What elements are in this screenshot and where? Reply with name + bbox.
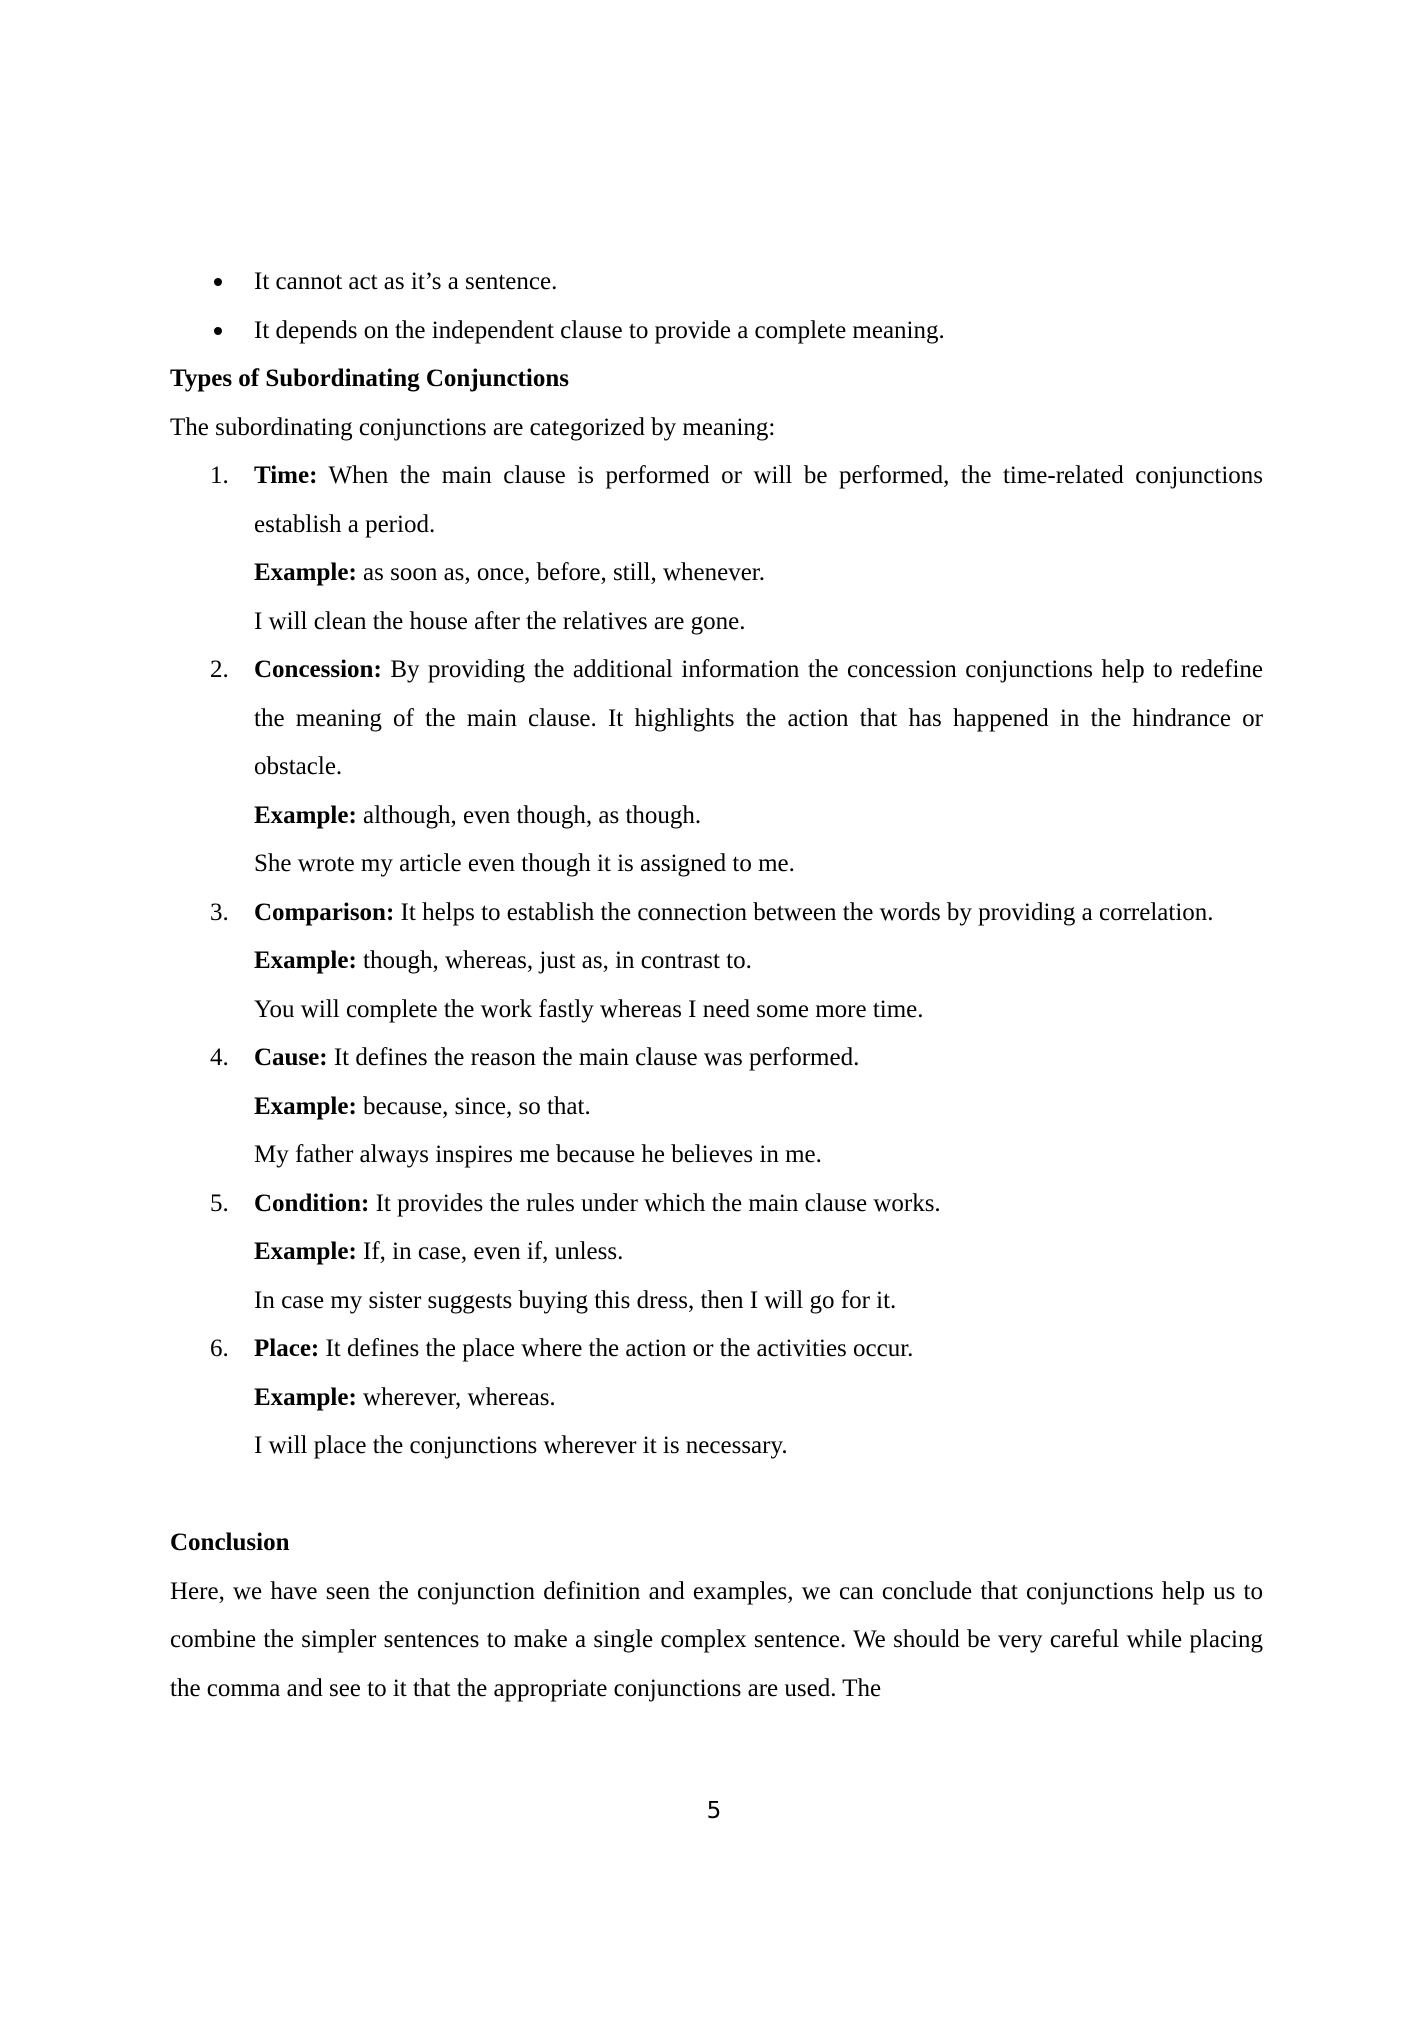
item-description [254, 1034, 1263, 1083]
example-label: Example: [254, 1238, 357, 1265]
section-heading-types: Types of Subordinating Conjunctions [170, 365, 569, 392]
item-term: Place: [254, 1335, 320, 1362]
item-text: It defines the reason the main clause was performed. [333, 1044, 860, 1071]
item-text: It defines the place where the action or the activities occur. [325, 1335, 914, 1362]
example-text: because, since, so that. [363, 1092, 591, 1120]
item-text: By providing the additional information the concession conjunctions help to redefine the meaning of the main clause. It highlights the action that has happened in the hindrance or obstacle. [254, 656, 1264, 780]
item-example [254, 937, 1263, 986]
list-marker: 6. [210, 1335, 229, 1362]
intro-paragraph: The subordinating conjunctions are categorized by meaning: [170, 413, 776, 441]
list-marker: 5. [210, 1189, 229, 1217]
conclusion-paragraph: Here, we have seen the conjunction definition and examples, we can conclude that conjunctions help us to combine the simpler sentences to make a single complex sentence. We should be very careful while placing the comma and see to it that the appropriate conjunctions are used. The [170, 1577, 1263, 1702]
example-text: as soon as, once, before, still, whenever. [363, 559, 765, 586]
example-sentence: You will complete the work fastly whereas I need some more time. [254, 995, 924, 1023]
bullet-list [170, 258, 1263, 355]
item-term: Cause: [254, 1044, 328, 1071]
bullet-text: It cannot act as it’s a sentence. [254, 268, 558, 295]
item-description [254, 1180, 1263, 1229]
page-number: 5 [706, 1798, 722, 1824]
page-content [170, 258, 1263, 1713]
list-marker: 4. [210, 1044, 229, 1071]
bullet-dot-icon [214, 327, 222, 335]
item-description [254, 646, 1263, 792]
example-text: wherever, whereas. [363, 1383, 556, 1411]
example-text: though, whereas, just as, in contrast to. [363, 947, 752, 974]
item-description [254, 1325, 1263, 1374]
example-sentence: In case my sister suggests buying this dress, then I will go for it. [254, 1286, 897, 1314]
paragraph-gap [170, 1471, 1263, 1520]
item-text: When the main clause is performed or will be performed, the time-related conjunctions establish a period. [254, 462, 1263, 538]
example-text: If, in case, even if, unless. [363, 1238, 624, 1265]
list-item-cause [170, 1034, 1263, 1180]
example-sentence: I will place the conjunctions wherever it is necessary. [254, 1432, 788, 1459]
example-text: although, even though, as though. [363, 801, 702, 829]
example-label: Example: [254, 947, 357, 974]
bullet-item [170, 307, 1263, 356]
list-item-comparison [170, 889, 1263, 1035]
item-term: Comparison: [254, 898, 395, 926]
item-example [254, 1374, 1263, 1423]
item-example [254, 792, 1263, 841]
list-marker: 1. [210, 462, 229, 489]
numbered-list [170, 452, 1263, 1471]
list-item-concession [170, 646, 1263, 889]
example-sentence: My father always inspires me because he believes in me. [254, 1141, 822, 1168]
example-label: Example: [254, 801, 357, 829]
example-sentence: I will clean the house after the relatives are gone. [254, 607, 746, 635]
list-item-condition [170, 1180, 1263, 1326]
item-text: It helps to establish the connection between the words by providing a correlation. [400, 898, 1214, 926]
example-label: Example: [254, 1092, 357, 1120]
list-marker: 3. [210, 898, 229, 926]
item-term: Concession: [254, 656, 382, 683]
list-item-time [170, 452, 1263, 646]
item-example [254, 1083, 1263, 1132]
example-label: Example: [254, 559, 357, 586]
list-marker: 2. [210, 656, 229, 683]
example-label: Example: [254, 1383, 357, 1411]
item-description [254, 452, 1263, 549]
bullet-dot-icon [214, 278, 222, 286]
item-term: Condition: [254, 1189, 370, 1217]
example-sentence: She wrote my article even though it is assigned to me. [254, 850, 795, 877]
item-example [254, 549, 1263, 598]
item-description [254, 889, 1263, 938]
item-text: It provides the rules under which the main clause works. [375, 1189, 941, 1217]
list-item-place [170, 1325, 1263, 1471]
item-term: Time: [254, 462, 318, 489]
bullet-text: It depends on the independent clause to provide a complete meaning. [254, 316, 945, 344]
section-heading-conclusion: Conclusion [170, 1529, 290, 1556]
bullet-item [170, 258, 1263, 307]
item-example [254, 1228, 1263, 1277]
